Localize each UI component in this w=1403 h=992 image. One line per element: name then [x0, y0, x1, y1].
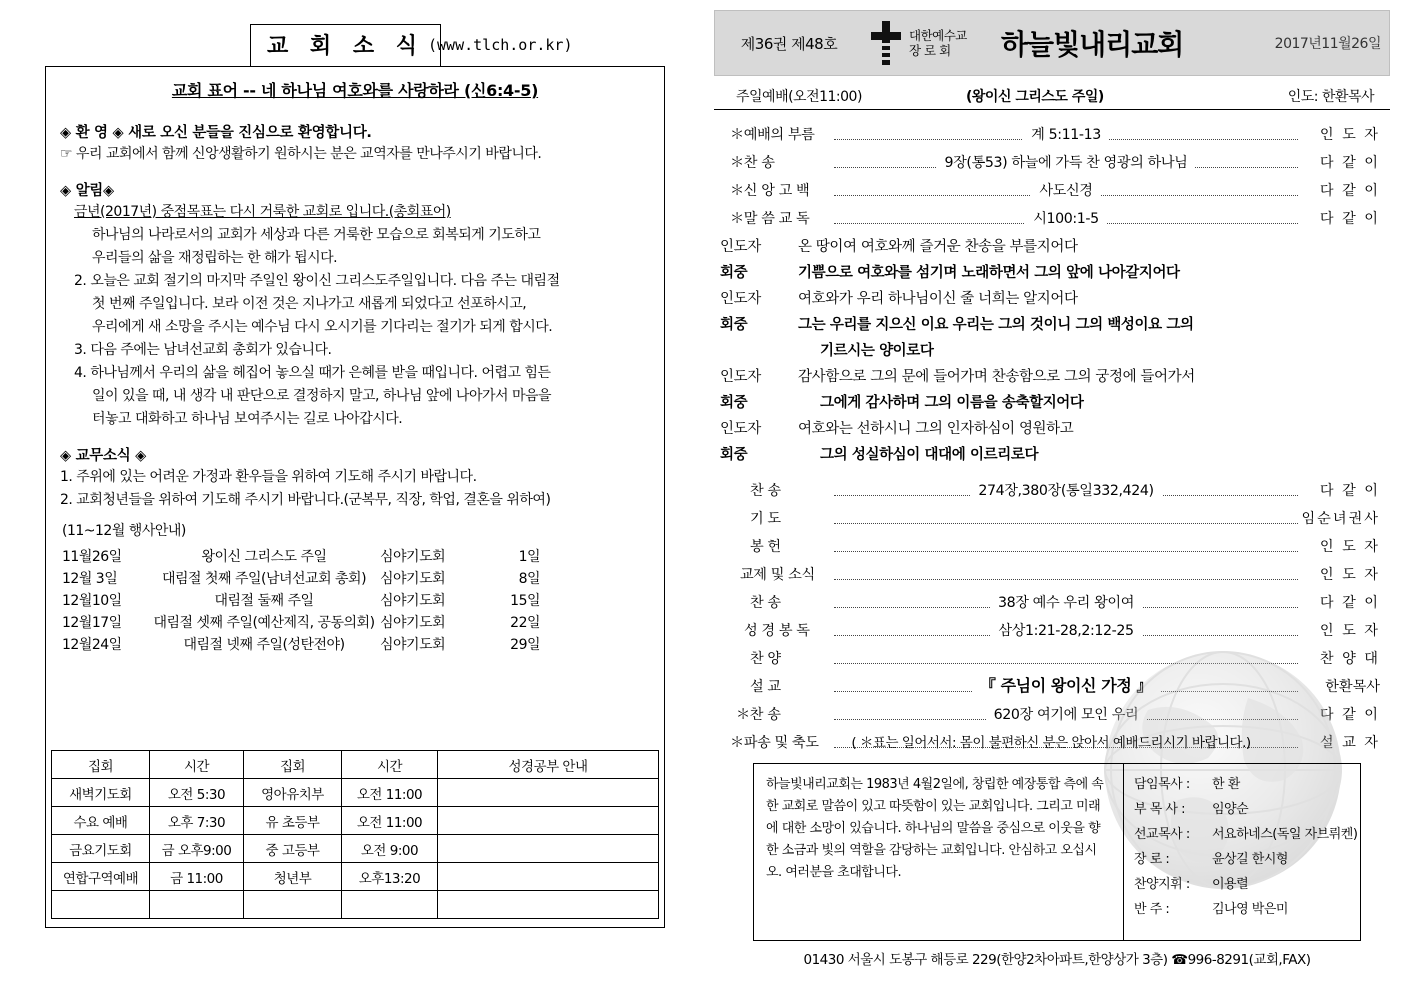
order-who: 다 같 이: [1319, 211, 1380, 227]
responsive-row: [714, 364, 1390, 390]
order-who: 한환목사: [1325, 679, 1380, 695]
event-row: [62, 612, 664, 634]
event-day: 8일: [518, 571, 540, 587]
order-row: [714, 500, 1390, 528]
order-label: 교제 및 소식: [740, 567, 815, 583]
standing-note: ( ＊표는 일어서서: 몸이 불편하신 분은 앉아서 예배드리시기 바랍니다.): [851, 735, 1251, 751]
event-date: 12월 3일: [62, 571, 118, 587]
event-date: 12월24일: [62, 637, 122, 653]
masthead: [714, 10, 1390, 76]
event-night: 심야기도회: [380, 549, 446, 565]
order-detail-text: 9장(통53) 하늘에 가득 찬 영광의 하나님: [937, 152, 1196, 172]
staff-name: 윤상길 한시형: [1212, 852, 1288, 867]
cell: 오후 7:30: [150, 807, 244, 835]
event-date: 12월17일: [62, 615, 122, 631]
order-who: 다 같 이: [1319, 707, 1380, 723]
order-detail-text: 삼상1:21-28,2:12-25: [990, 620, 1141, 640]
cell: [342, 891, 438, 919]
responsive-row: [714, 260, 1390, 286]
affairs-section: [46, 444, 664, 511]
order-who: 인 도 자: [1319, 623, 1380, 639]
staff-name: 이용렬: [1212, 877, 1249, 892]
event-night: 심야기도회: [380, 571, 446, 587]
responsive-speaker: 인도자: [720, 369, 761, 385]
notice-item: 첫 번째 주일입니다. 보라 이전 것은 지나가고 새롭게 되었다고 선포하시고,: [92, 296, 527, 312]
denomination-line2: 장 로 회: [909, 43, 951, 58]
affairs-item: 1. 주위에 있는 어려운 가정과 환우들을 위하여 기도해 주시기 바랍니다.: [60, 469, 477, 485]
order-who: 다 같 이: [1319, 155, 1380, 171]
service-header: [714, 84, 1390, 110]
cell: 유 초등부: [244, 807, 342, 835]
staff-role: 선교목사 :: [1134, 827, 1190, 842]
responsive-speaker: 회중: [720, 265, 748, 281]
responsive-row: [714, 234, 1390, 260]
staff-list: [1124, 764, 1360, 940]
footer-box: [753, 763, 1361, 941]
notice-title: ◈ 알림◈: [60, 183, 114, 199]
order-detail: [834, 124, 1298, 144]
staff-row: [1134, 847, 1360, 872]
event-desc: 대림절 셋째 주일(예산제직, 공동의회): [153, 615, 375, 631]
welcome-line: ☞ 우리 교회에서 함께 신앙생활하기 원하시는 분은 교역자를 만나주시기 바랍니다.: [60, 146, 542, 162]
table-row: [52, 807, 659, 835]
cell: [438, 863, 659, 891]
order-label: 찬 송: [750, 595, 781, 611]
order-label: 봉 헌: [750, 539, 781, 555]
staff-row: [1134, 797, 1360, 822]
responsive-speaker: 인도자: [720, 421, 761, 437]
staff-name: 김나영 박은미: [1212, 902, 1288, 917]
affairs-title: ◈ 교무소식 ◈: [60, 448, 147, 464]
church-name: 하늘빛내리교회: [1001, 28, 1184, 61]
table-row: [52, 891, 659, 919]
responsive-text: 감사함으로 그의 문에 들어가며 찬송함으로 그의 궁정에 들어가서: [798, 369, 1195, 385]
table-header-row: [52, 751, 659, 779]
responsive-speaker: 인도자: [720, 239, 761, 255]
cell: 수요 예배: [52, 807, 150, 835]
denomination-line1: 대한예수교: [909, 28, 967, 43]
order-row: [714, 116, 1390, 144]
order-label: ＊파송 및 축도: [730, 735, 819, 751]
cell: 오전 11:00: [342, 807, 438, 835]
event-day: 22일: [510, 615, 540, 631]
order-row: [714, 172, 1390, 200]
col-header: 성경공부 안내: [438, 751, 659, 779]
order-row: [714, 200, 1390, 228]
notice-item: 터놓고 대화하고 하나님 보여주시는 길로 나아갑시다.: [92, 411, 403, 427]
cell: 오전 5:30: [150, 779, 244, 807]
notice-item: 금년(2017년) 중점목표는 다시 거룩한 교회로 입니다.(총회표어): [74, 204, 451, 220]
order-label: ＊신 앙 고 백: [730, 183, 810, 199]
cell: 연합구역예배: [52, 863, 150, 891]
order-who: 다 같 이: [1319, 595, 1380, 611]
event-desc: 대림절 넷째 주일(성탄전야): [183, 637, 345, 653]
event-desc: 왕이신 그리스도 주일: [201, 549, 327, 565]
order-row: [714, 528, 1390, 556]
order-who: 인 도 자: [1319, 539, 1380, 555]
notice-number: 3.: [74, 342, 87, 358]
welcome-title: ◈ 환 영 ◈ 새로 오신 분들을 진심으로 환영합니다.: [60, 125, 372, 141]
notice-text: 다음 주에는 남녀선교회 총회가 있습니다.: [90, 342, 332, 358]
service-theme: (왕이신 그리스도 주일): [966, 89, 1104, 105]
staff-name: 한 환: [1212, 777, 1240, 792]
order-who: 임순녀권사: [1301, 511, 1380, 527]
order-who: 설 교 자: [1319, 735, 1380, 751]
event-date: 12월10일: [62, 593, 122, 609]
order-detail: [834, 180, 1298, 200]
cell: 영아유치부: [244, 779, 342, 807]
responsive-text: 온 땅이여 여호와께 즐거운 찬송을 부를지어다: [798, 239, 1078, 255]
responsive-text: 그는 우리를 지으신 이요 우리는 그의 것이니 그의 백성이요 그의: [798, 317, 1194, 333]
notice-text: 하나님께서 우리의 삶을 헤집어 놓으실 때가 은혜를 받을 때입니다. 어렵고 힘든: [90, 365, 551, 381]
responsive-row: [714, 286, 1390, 312]
service-label: 주일예배(오전11:00): [736, 89, 862, 105]
cell: 금 11:00: [150, 863, 244, 891]
responsive-text: 기쁨으로 여호와를 섬기며 노래하면서 그의 앞에 나아갈지어다: [798, 265, 1180, 281]
staff-role: 담임목사 :: [1134, 777, 1190, 792]
left-page-title: 교 회 소 식: [250, 24, 441, 67]
staff-name: 서요하네스(독일 자브뤼켄): [1212, 827, 1358, 842]
col-header: 집회: [244, 751, 342, 779]
event-night: 심야기도회: [380, 593, 446, 609]
responsive-row: [714, 312, 1390, 338]
responsive-text: 기르시는 양이로다: [820, 343, 934, 359]
cell: [150, 891, 244, 919]
responsive-text: 여호와는 선하시니 그의 인자하심이 영원하고: [798, 421, 1074, 437]
right-page: [703, 0, 1403, 992]
order-who: 인 도 자: [1319, 567, 1380, 583]
notice-item: 일이 있을 때, 내 생각 내 판단으로 결정하지 말고, 하나님 앞에 나아가서 마음을: [92, 388, 552, 404]
staff-row: [1134, 822, 1360, 847]
event-date: 11월26일: [62, 549, 122, 565]
order-row: [714, 144, 1390, 172]
order-label: ＊찬 송: [730, 155, 775, 171]
responsive-row: [714, 416, 1390, 442]
order-detail-text: 시100:1-5: [1025, 208, 1107, 228]
order-label: 설 교: [750, 679, 781, 695]
cell: [244, 891, 342, 919]
staff-role: 반 주 :: [1134, 902, 1170, 917]
order-detail: [834, 620, 1298, 640]
notice-item: 우리에게 새 소망을 주시는 예수님 다시 오시기를 기다리는 절기가 되게 합시다.: [92, 319, 553, 335]
denomination: [909, 28, 1001, 58]
staff-row: [1134, 872, 1360, 897]
event-night: 심야기도회: [380, 637, 446, 653]
responsive-row: [714, 338, 1390, 364]
order-detail-text: 620장 여기에 모인 우리: [986, 704, 1147, 724]
order-row: [714, 612, 1390, 640]
event-day: 1일: [518, 549, 540, 565]
cell: 오후13:20: [342, 863, 438, 891]
notice-item: [60, 271, 650, 292]
order-label: 기 도: [750, 511, 781, 527]
notice-item: [60, 340, 650, 361]
staff-row: [1134, 897, 1360, 922]
responsive-text: 그의 성실하심이 대대에 이르리로다: [820, 447, 1039, 463]
order-row: [714, 584, 1390, 612]
table-row: [52, 835, 659, 863]
notice-section: [46, 179, 664, 430]
responsive-text: 그에게 감사하며 그의 이름을 송축할지어다: [820, 395, 1084, 411]
order-label: ＊말 씀 교 독: [730, 211, 810, 227]
cell: 중 고등부: [244, 835, 342, 863]
events-title: (11~12월 행사안내): [62, 523, 186, 539]
order-row: [714, 556, 1390, 584]
staff-role: 장 로 :: [1134, 852, 1170, 867]
event-row: [62, 568, 664, 590]
notice-text: 오늘은 교회 절기의 마지막 주일인 왕이신 그리스도주일입니다. 다음 주는 대림절: [90, 273, 560, 289]
cell: [438, 835, 659, 863]
order-label: 찬 양: [750, 651, 781, 667]
event-row: [62, 546, 664, 568]
order-detail-text: 274장,380장(통일332,424): [970, 480, 1161, 500]
order-label: 성 경 봉 독: [744, 623, 810, 639]
church-about-text: 하늘빛내리교회는 1983년 4월2일에, 창립한 예장통합 측에 속한 교회로 말씀이 있고 따뜻함이 있는 교회입니다. 그리고 미래에 대한 소망이 있습니다. 하나님의 말씀을 중심으로 이웃을 향한 소금과 빛의 역할을 감당하는 교회입니다. 안심하고 오십시오. 여러분을 초대합니다.: [754, 764, 1124, 940]
responsive-text: 여호와가 우리 하나님이신 줄 너희는 알지어다: [798, 291, 1078, 307]
responsive-speaker: 회중: [720, 395, 748, 411]
bulletin-date: 2017년11월26일: [1274, 36, 1381, 52]
staff-role: 부 목 사 :: [1134, 802, 1185, 817]
left-content-box: [45, 66, 665, 928]
cell: 오전 9:00: [342, 835, 438, 863]
event-desc: 대림절 둘째 주일: [214, 593, 314, 609]
order-detail: [834, 208, 1298, 228]
church-website-url: (www.tlch.or.kr): [428, 36, 573, 54]
order-detail-text: 계 5:11-13: [1023, 124, 1109, 144]
church-address: 01430 서울시 도봉구 해등로 229(한양2차아파트,한양상가 3층) ☎996-8291(교회,FAX): [803, 952, 1311, 968]
col-header: 시간: [342, 751, 438, 779]
col-header: 집회: [52, 751, 150, 779]
event-day: 29일: [510, 637, 540, 653]
cell: 금요기도회: [52, 835, 150, 863]
table-row: [52, 779, 659, 807]
order-who: 다 같 이: [1319, 183, 1380, 199]
order-who: 찬 양 대: [1319, 651, 1380, 667]
table-row: [52, 863, 659, 891]
order-label: ＊예배의 부름: [730, 127, 815, 143]
staff-role: 찬양지휘 :: [1134, 877, 1190, 892]
order-who: 다 같 이: [1319, 483, 1380, 499]
notice-item: [60, 363, 650, 384]
order-detail: [834, 512, 1298, 528]
cell: [52, 891, 150, 919]
order-who: 인 도 자: [1319, 127, 1380, 143]
notice-number: 2.: [74, 273, 87, 289]
events-section: [46, 521, 664, 656]
staff-name: 임양순: [1212, 802, 1249, 817]
order-label: 찬 송: [750, 483, 781, 499]
church-slogan: 교회 표어 -- 네 하나님 여호와를 사랑하라 (신6:4-5): [171, 81, 539, 100]
order-detail: [834, 568, 1298, 584]
cell: 새벽기도회: [52, 779, 150, 807]
order-label: ＊찬 송: [736, 707, 781, 723]
order-detail: [834, 540, 1298, 556]
responsive-speaker: 인도자: [720, 291, 761, 307]
col-header: 시간: [150, 751, 244, 779]
responsive-row: [714, 390, 1390, 416]
affairs-item: 2. 교회청년들을 위하여 기도해 주시기 바랍니다.(군복무, 직장, 학업, 결혼을 위하여): [60, 492, 551, 508]
notice-item: 하나님의 나라로서의 교회가 세상과 다른 거룩한 모습으로 회복되게 기도하고: [92, 227, 541, 243]
welcome-section: [46, 121, 664, 165]
cell: 청년부: [244, 863, 342, 891]
cell: [438, 891, 659, 919]
cell: [438, 779, 659, 807]
order-row: [714, 472, 1390, 500]
cell: [438, 807, 659, 835]
meetings-table: [51, 750, 659, 919]
order-detail: [834, 152, 1298, 172]
event-day: 15일: [510, 593, 540, 609]
cross-icon: [863, 19, 909, 67]
staff-row: [1134, 772, 1360, 797]
order-detail: [834, 480, 1298, 500]
notice-number: 4.: [74, 365, 87, 381]
service-leader: 인도: 한환목사: [1287, 89, 1374, 105]
sermon-title-text: 『 주님이 왕이신 가정 』: [972, 673, 1160, 696]
left-page: [0, 0, 700, 992]
order-detail-text: 38장 예수 우리 왕이여: [990, 592, 1142, 612]
cell: 금 오후9:00: [150, 835, 244, 863]
volume-number: 제36권 제48호: [740, 34, 838, 53]
responsive-speaker: 회중: [720, 447, 748, 463]
responsive-speaker: 회중: [720, 317, 748, 333]
left-page-header: [250, 24, 670, 66]
event-night: 심야기도회: [380, 615, 446, 631]
order-detail: [834, 592, 1298, 612]
cell: 오전 11:00: [342, 779, 438, 807]
event-row: [62, 590, 664, 612]
event-desc: 대림절 첫째 주일(남녀선교회 총회): [161, 571, 367, 587]
notice-item: 우리들의 삶을 재정립하는 한 해가 됩시다.: [92, 250, 338, 266]
event-row: [62, 634, 664, 656]
responsive-row: [714, 442, 1390, 468]
responsive-speaker: [714, 338, 798, 364]
order-detail-text: 사도신경: [1031, 180, 1100, 200]
